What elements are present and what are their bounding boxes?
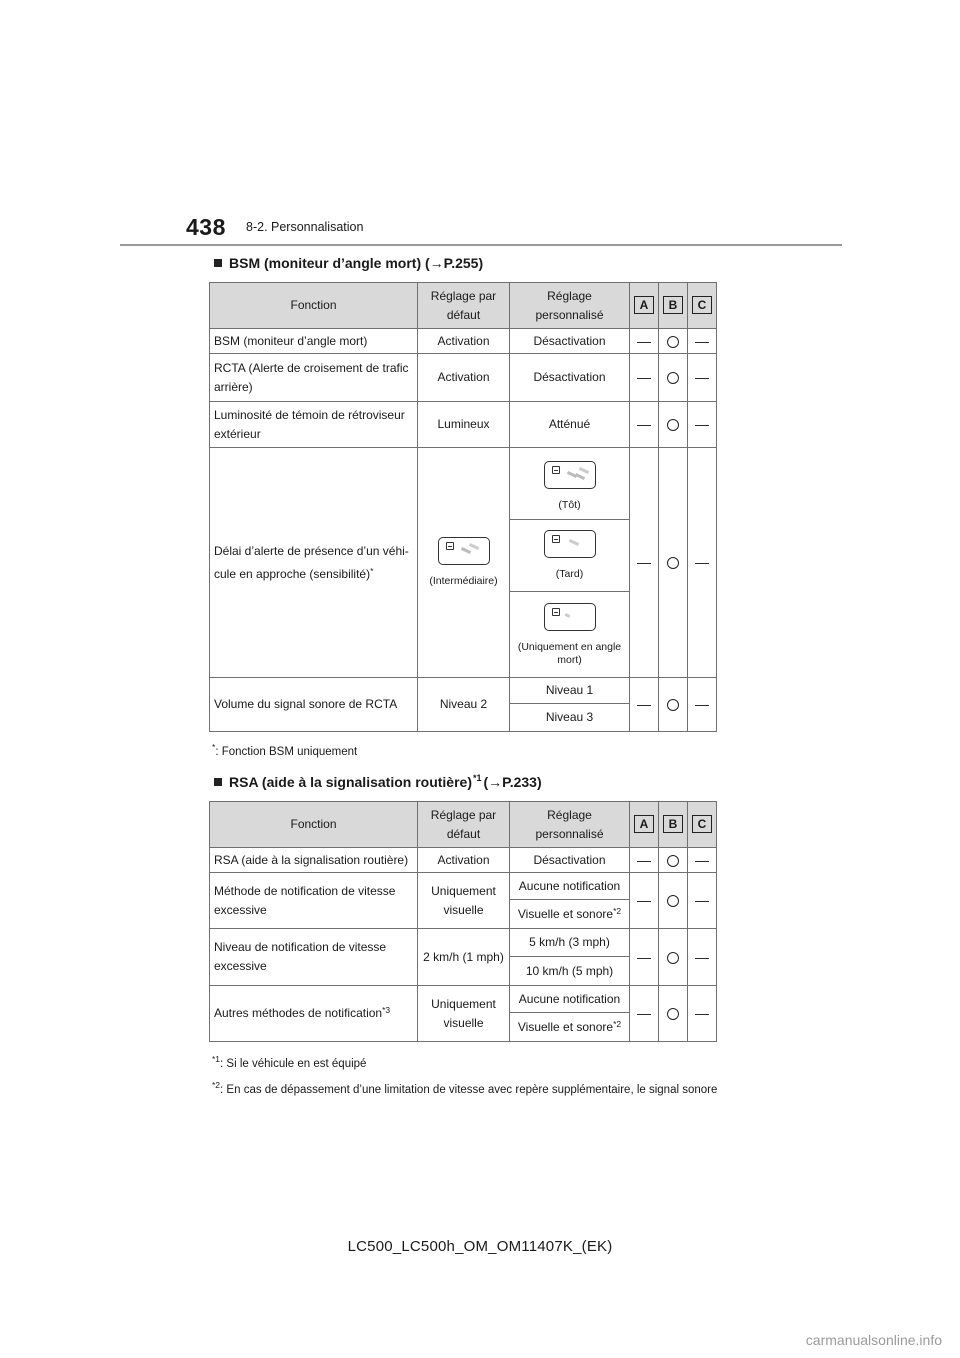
cell-fonction-text: Délai d’alerte de présence d’un véhi-cule en approche (sensibilité) — [214, 543, 409, 581]
column-header-b: B — [663, 296, 683, 314]
cell-perso: 10 km/h (5 mph) — [510, 957, 630, 986]
cell-perso — [510, 1013, 630, 1042]
cell-defaut — [418, 448, 510, 678]
square-bullet-icon — [214, 259, 222, 267]
table-header-row — [210, 802, 717, 848]
setting-caption: (Intermédiaire) — [429, 575, 498, 587]
cell-fonction — [210, 986, 418, 1042]
blind-spot-sensitivity-icon — [438, 537, 490, 565]
table1-heading-ref: (→P.255) — [425, 255, 484, 271]
cell-perso — [510, 448, 630, 520]
setting-caption: (Tard) — [555, 568, 584, 580]
cell-perso-text: Visuelle et sonore — [517, 906, 614, 921]
cell-fonction: Luminosité de témoin de rétroviseur extérieur — [210, 402, 418, 448]
cell-perso: 5 km/h (3 mph) — [510, 929, 630, 957]
cell-defaut: Uniquement visuelle — [418, 986, 510, 1042]
table2-footnote-2 — [212, 1080, 717, 1096]
cell-perso — [510, 592, 630, 678]
cell-fonction-text: Autres méthodes de notification — [214, 1006, 383, 1020]
column-header-c: C — [692, 815, 712, 833]
table1-heading — [214, 255, 483, 271]
circle-mark-icon — [667, 952, 679, 964]
cell-fonction: BSM (moniteur d’angle mort) — [210, 329, 418, 354]
circle-mark-icon — [667, 855, 679, 867]
table-row — [210, 929, 717, 957]
column-header-b: B — [663, 815, 683, 833]
cell-a: — — [630, 354, 659, 402]
cell-c: — — [688, 329, 717, 354]
table-row — [210, 678, 717, 704]
square-bullet-icon — [214, 778, 222, 786]
footnote-text: : Si le véhicule en est équipé — [220, 1057, 367, 1070]
cell-a: — — [630, 678, 659, 732]
circle-mark-icon — [667, 336, 679, 348]
column-header: Réglage par défaut — [418, 283, 510, 329]
table2-footnote-1 — [212, 1054, 366, 1070]
column-header: Réglage par défaut — [418, 802, 510, 848]
cell-perso: Désactivation — [510, 354, 630, 402]
cell-c: — — [688, 678, 717, 732]
footnote-mark: *2 — [212, 1080, 221, 1090]
table-row — [210, 848, 717, 873]
cell-c: — — [688, 848, 717, 873]
setting-caption: (Uniquement en angle mort) — [517, 640, 622, 666]
cell-c: — — [688, 873, 717, 929]
cell-defaut: Uniquement visuelle — [418, 873, 510, 929]
blind-spot-sensitivity-icon — [544, 603, 596, 631]
table-row — [210, 986, 717, 1013]
table-row — [210, 873, 717, 900]
cell-a: — — [630, 986, 659, 1042]
footnote-text: : Fonction BSM uniquement — [215, 745, 358, 758]
cell-perso — [510, 900, 630, 929]
circle-mark-icon — [667, 372, 679, 384]
table1-heading-text: BSM (moniteur d’angle mort) — [229, 255, 422, 271]
cell-a: — — [630, 448, 659, 678]
footnote-mark: *1 — [212, 1054, 221, 1064]
cell-c: — — [688, 448, 717, 678]
circle-mark-icon — [667, 895, 679, 907]
cell-a: — — [630, 929, 659, 986]
cell-fonction: Méthode de notification de vitesse excessive — [210, 873, 418, 929]
column-header: Fonction — [210, 802, 418, 848]
cell-perso: Aucune notification — [510, 873, 630, 900]
circle-mark-icon — [667, 419, 679, 431]
table-row — [210, 448, 717, 520]
table1-footnote — [212, 742, 357, 758]
circle-mark-icon — [667, 557, 679, 569]
cell-perso-text: Visuelle et sonore — [517, 1019, 614, 1034]
footnote-mark: *3 — [382, 1005, 391, 1015]
cell-c: — — [688, 354, 717, 402]
table-row — [210, 329, 717, 354]
blind-spot-sensitivity-icon — [544, 461, 596, 489]
table-row — [210, 354, 717, 402]
watermark: carmanualsonline.info — [805, 1332, 942, 1348]
circle-mark-icon — [667, 1008, 679, 1020]
footnote-mark: * — [212, 742, 216, 752]
setting-caption: (Tôt) — [558, 499, 581, 511]
cell-perso: Aucune notification — [510, 986, 630, 1013]
cell-perso: Niveau 1 — [510, 678, 630, 704]
section-title: 8-2. Personnalisation — [246, 220, 364, 234]
footnote-mark: *1 — [472, 773, 482, 783]
table2-heading — [214, 774, 542, 790]
footnote-mark: *2 — [613, 1018, 622, 1029]
cell-fonction: Volume du signal sonore de RCTA — [210, 678, 418, 732]
cell-defaut: Activation — [418, 848, 510, 873]
blind-spot-sensitivity-icon — [544, 530, 596, 558]
cell-fonction: RCTA (Alerte de croisement de trafic arrière) — [210, 354, 418, 402]
cell-fonction: RSA (aide à la signalisation routière) — [210, 848, 418, 873]
cell-a: — — [630, 402, 659, 448]
table2-heading-text: RSA (aide à la signalisation routière) — [229, 774, 472, 790]
cell-defaut: Activation — [418, 354, 510, 402]
table-header-row — [210, 283, 717, 329]
footnote-text: : En cas de dépassement d’une limitation de vitesse avec repère supplémentaire, le signal sonore — [220, 1083, 718, 1096]
table2-heading-ref: (→P.233) — [483, 774, 542, 790]
column-header: Réglage personnalisé — [510, 283, 630, 329]
column-header-a: A — [634, 296, 654, 314]
header-rule — [120, 244, 842, 246]
cell-perso: Atténué — [510, 402, 630, 448]
circle-mark-icon — [667, 699, 679, 711]
cell-a: — — [630, 873, 659, 929]
cell-perso — [510, 520, 630, 592]
cell-a: — — [630, 329, 659, 354]
column-header-a: A — [634, 815, 654, 833]
cell-fonction: Niveau de notification de vitesse excessive — [210, 929, 418, 986]
cell-defaut: 2 km/h (1 mph) — [418, 929, 510, 986]
cell-perso: Niveau 3 — [510, 704, 630, 732]
table-rsa — [209, 801, 717, 1042]
table-bsm — [209, 282, 717, 732]
column-header: Fonction — [210, 283, 418, 329]
cell-fonction — [210, 448, 418, 678]
cell-c: — — [688, 986, 717, 1042]
cell-c: — — [688, 929, 717, 986]
cell-defaut: Activation — [418, 329, 510, 354]
cell-c: — — [688, 402, 717, 448]
page-number: 438 — [186, 214, 226, 240]
cell-perso: Désactivation — [510, 848, 630, 873]
cell-defaut: Niveau 2 — [418, 678, 510, 732]
column-header: Réglage personnalisé — [510, 802, 630, 848]
table-row — [210, 402, 717, 448]
footnote-mark: *2 — [613, 905, 622, 916]
cell-perso: Désactivation — [510, 329, 630, 354]
cell-a: — — [630, 848, 659, 873]
column-header-c: C — [692, 296, 712, 314]
cell-defaut: Lumineux — [418, 402, 510, 448]
document-code: LC500_LC500h_OM_OM11407K_(EK) — [347, 1238, 613, 1255]
footnote-mark: * — [370, 565, 374, 576]
